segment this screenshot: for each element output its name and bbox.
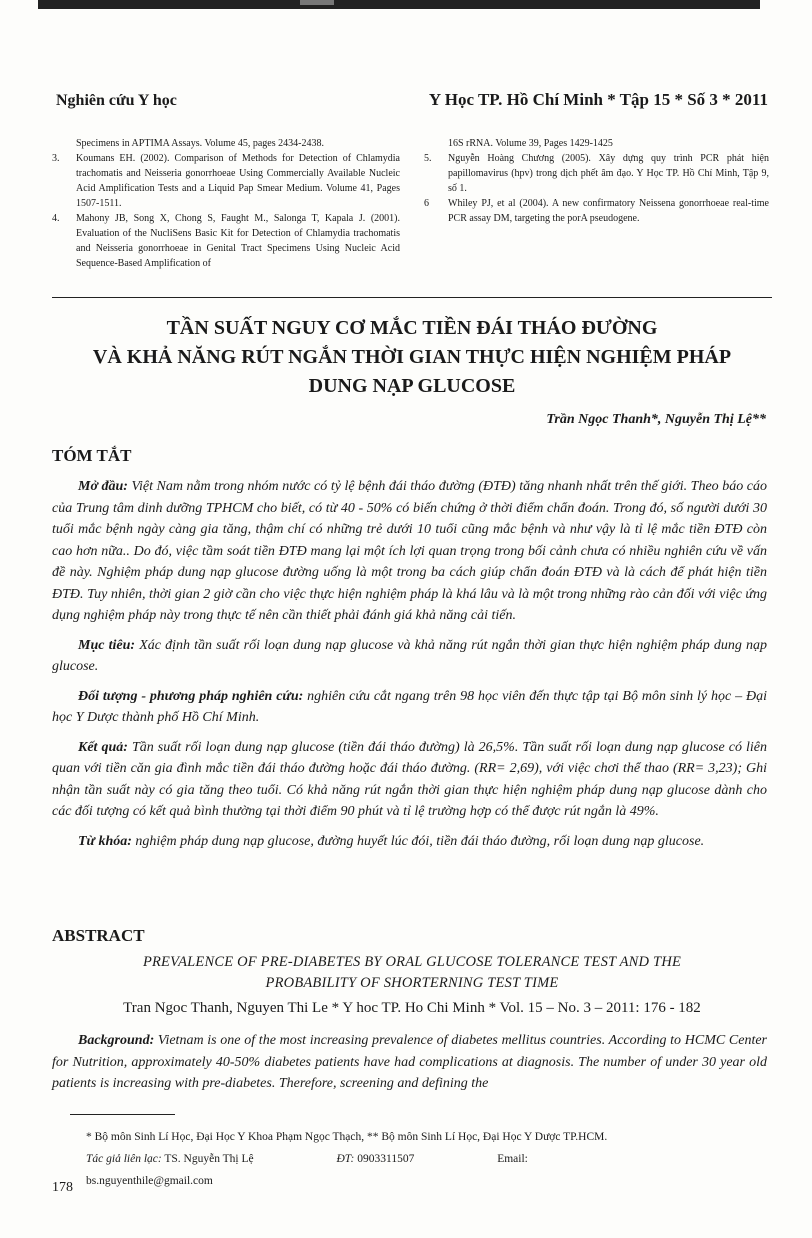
abstract-paragraph — [52, 1030, 767, 1095]
running-header-left: Nghiên cứu Y học — [56, 92, 177, 109]
top-scan-bar — [38, 0, 760, 9]
footnote-divider — [70, 1114, 175, 1115]
paragraph-text: Việt Nam nằm trong nhóm nước có tỷ lệ bệnh đái tháo đường (ĐTĐ) tăng nhanh nhất trên thế giới. Theo báo cáo của Trung tâm dinh dưỡng TPHCM cho biết, có từ 40 - 50% có biến chứng ở thời điểm chẩn đoán. Trong đó, số người dưới 30 tuổi mắc bệnh ngày càng gia tăng, thậm chí có những trẻ dưới 10 tuổi cũng mắc bệnh và như vậy là tỉ lệ mắc tiền ĐTĐ còn cao hơn nữa.. Do đó, việc tầm soát tiền ĐTĐ mang lại một ích lợi quan trọng trong bối cảnh chưa có nhiều nghiên cứu về vấn đề này. Nghiệm pháp dung nạp glucose đường uống là một trong ba cách giúp chẩn đoán ĐTĐ và là cách để phát hiện tiền ĐTĐ. Tuy nhiên, thời gian 2 giờ cần cho việc thực hiện nghiệm pháp là khá lâu và là một trong những rào cản đối với việc ứng dụng nghiệm pháp này trong thực tế nên cần thiết phải đánh giá khả năng cải tiến. — [52, 479, 767, 623]
citation: Tran Ngoc Thanh, Nguyen Thi Le * Y hoc TP. Ho Chi Minh * Vol. 15 – No. 3 – 2011: 176 - 182 — [123, 1000, 701, 1016]
phone-label: ĐT: — [336, 1153, 355, 1165]
english-title-line: PREVALENCE OF PRE-DIABETES BY ORAL GLUCOSE TOLERANCE TEST AND THE — [142, 954, 682, 970]
contact-label: Tác giả liên lạc: — [86, 1153, 162, 1165]
phone-number: 0903311507 — [354, 1153, 415, 1165]
reference-item — [52, 211, 400, 271]
reference-number: 5. — [424, 153, 432, 164]
contact-block — [86, 1153, 294, 1165]
reference-item — [424, 196, 769, 226]
abstract-heading: ABSTRACT — [52, 926, 145, 945]
paragraph-label: Mở đầu: — [78, 479, 128, 494]
article-title — [52, 314, 772, 401]
paragraph-label: Đối tượng - phương pháp nghiên cứu: — [78, 688, 304, 704]
reference-item — [52, 151, 400, 211]
reference-number: 6 — [424, 198, 429, 209]
title-line: DUNG NẠP GLUCOSE — [308, 375, 516, 397]
english-title-line: PROBABILITY OF SHORTERNING TEST TIME — [265, 975, 559, 991]
summary-paragraph — [52, 635, 767, 678]
reference-text: Nguyễn Hoàng Chương (2005). Xây dựng quy trình PCR phát hiện papillomavirus (hpv) trong dịch phết âm đạo. Y Học TP. Hồ Chí Minh, Tập 9, số 1. — [448, 153, 769, 194]
paragraph-label: Từ khóa: — [78, 833, 132, 849]
reference-text: Mahony JB, Song X, Chong S, Faught M., Salonga T, Kapala J. (2001). Evaluation of the NucliSens Basic Kit for Detection of Chlamydia trachomatis and Neisseria gonorrhoeae in Genital Tract Specimens Using Nucleic Acid Sequence-Based Amplification of — [76, 213, 400, 269]
paragraph-text: nghiệm pháp dung nạp glucose, đường huyết lúc đói, tiền đái tháo đường, rối loạn dung nạp glucose. — [131, 833, 705, 849]
summary-paragraph — [52, 737, 767, 823]
title-line: VÀ KHẢ NĂNG RÚT NGẮN THỜI GIAN THỰC HIỆN NGHIỆM PHÁP — [92, 346, 732, 368]
references-column-left — [52, 136, 400, 271]
summary-paragraph — [52, 831, 767, 853]
references-divider — [52, 297, 772, 298]
paragraph-text: Vietnam is one of the most increasing prevalence of diabetes mellitus countries. According to HCMC Center for Nutrition, approximately 40-50% diabetes patients have had complications at diagnosis. The number of under 30 year old patients is increasing with pre-diabetes. Therefore, screening and defining the — [52, 1033, 767, 1091]
reference-item — [424, 136, 769, 151]
reference-text: Whiley PJ, et al (2004). A new confirmatory Neissena gonorrhoeae real-time PCR assay DM, targeting the porA pseudogene. — [448, 198, 769, 224]
running-header-right: Y Học TP. Hồ Chí Minh * Tập 15 * Số 3 * 2011 — [428, 90, 768, 109]
email-label: Email: — [497, 1153, 528, 1165]
reference-text: 16S rRNA. Volume 39, Pages 1429-1425 — [448, 138, 613, 149]
summary-paragraph — [52, 686, 767, 729]
english-title — [52, 952, 772, 994]
email-address: bs.nguyenthile@gmail.com — [86, 1175, 213, 1187]
paragraph-text: nghiên cứu cắt ngang trên 98 học viên đến thực tập tại Bộ môn sinh lý học – Đại học Y Dược thành phố Hồ Chí Minh. — [52, 688, 767, 725]
paragraph-label: Kết quả: — [78, 739, 128, 755]
references-column-right — [424, 136, 769, 226]
footnote-contact — [86, 1148, 776, 1192]
paragraph-label: Mục tiêu: — [78, 637, 136, 653]
title-line: TẦN SUẤT NGUY CƠ MẮC TIỀN ĐÁI THÁO ĐƯỜNG — [166, 317, 658, 339]
reference-number: 3. — [52, 153, 60, 164]
summary-body — [52, 476, 767, 860]
page-number: 178 — [52, 1180, 73, 1195]
reference-item — [424, 151, 769, 196]
reference-text: Koumans EH. (2002). Comparison of Methods for Detection of Chlamydia trachomatis and Neisseria gonorrhoeae Using Commercially Available Nucleic Acid Amplification Tests and a Liquid Pap Smear Medium. Volume 41, Pages 1507-1511. — [76, 153, 400, 209]
phone-block — [336, 1153, 454, 1165]
paragraph-text: Tần suất rối loạn dung nạp glucose (tiền đái tháo đường) là 26,5%. Tần suất rối loạn dung nạp glucose có liên quan với tiền căn gia đình mắc tiền đái tháo đường hoặc đái tháo đường. (RR= 2,69), với việc chơi thể thao (RR= 3,23); Ghi nhận tần suất này có gia tăng theo tuổi. Có khả năng rút ngắn thời gian thực hiện nghiệm pháp dung nạp glucose dành cho các đối tượng có kết quả bình thường tại thời điểm 90 phút và tỉ lệ trường hợp có thể được rút ngắn là 49%. — [52, 739, 768, 819]
footnote-affiliations: * Bộ môn Sinh Lí Học, Đại Học Y Khoa Phạm Ngọc Thạch, ** Bộ môn Sinh Lí Học, Đại Học Y Dược TP.HCM. — [86, 1131, 608, 1143]
authors: Trần Ngọc Thanh*, Nguyễn Thị Lệ** — [546, 412, 766, 427]
reference-text: Specimens in APTIMA Assays. Volume 45, pages 2434-2438. — [76, 138, 324, 149]
footnote — [86, 1126, 776, 1192]
reference-item — [52, 136, 400, 151]
reference-number: 4. — [52, 213, 60, 224]
summary-paragraph — [52, 476, 767, 627]
top-scan-mark — [300, 0, 334, 5]
summary-heading: TÓM TẮT — [52, 446, 132, 465]
abstract-body — [52, 1030, 767, 1095]
paragraph-label: Background: — [78, 1033, 155, 1048]
paragraph-text: Xác định tần suất rối loạn dung nạp glucose và khả năng rút ngắn thời gian thực hiện nghiệm pháp dung nạp glucose. — [52, 637, 768, 674]
contact-name: TS. Nguyễn Thị Lệ — [161, 1153, 254, 1165]
